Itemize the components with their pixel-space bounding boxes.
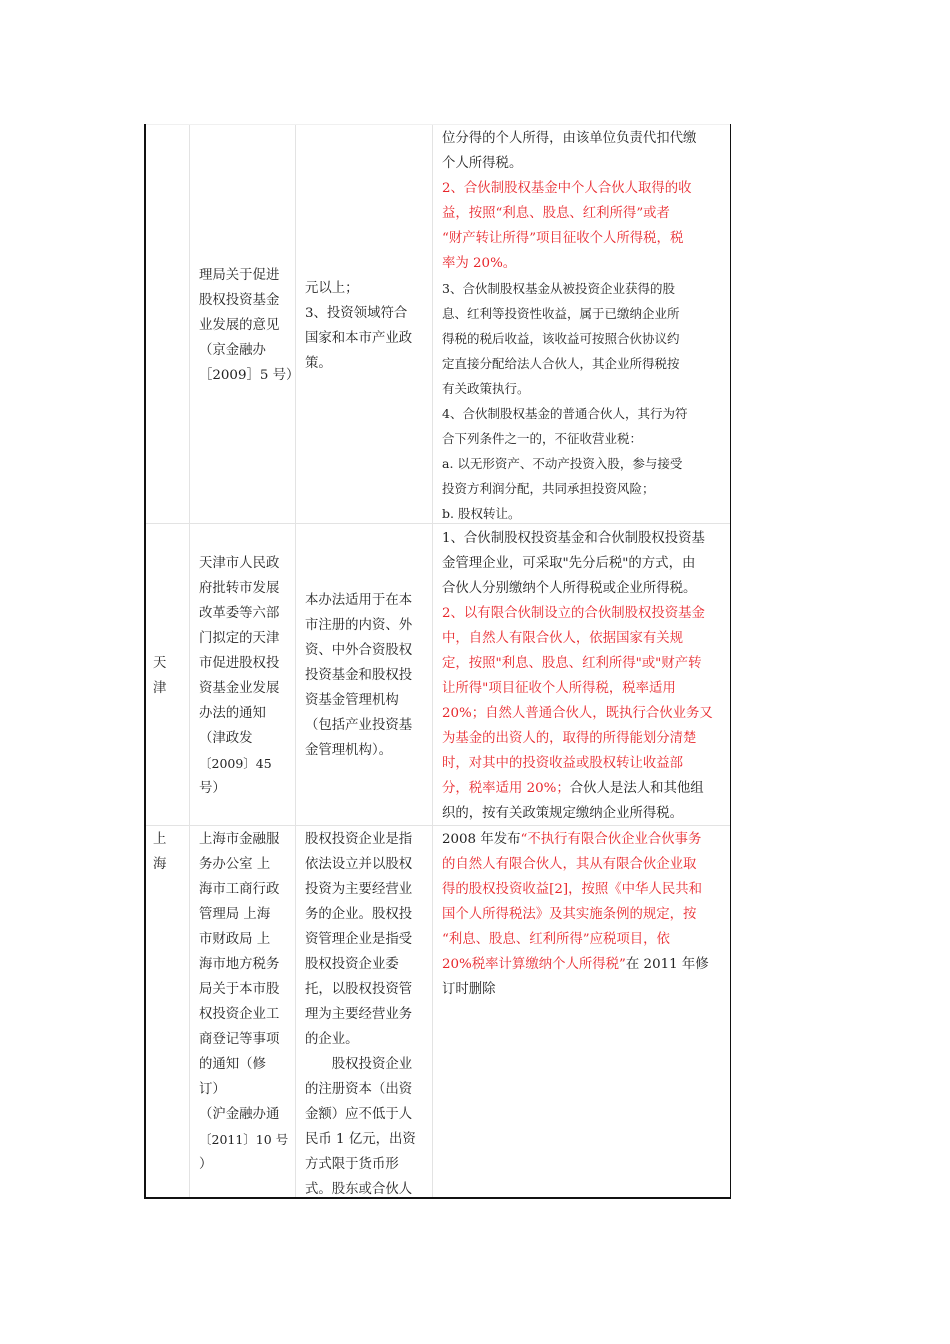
text-line: 商登记等事项 <box>199 1032 280 1047</box>
text-line: 海市地方税务 <box>199 957 280 972</box>
col-divider-3 <box>432 124 433 1198</box>
text-line: 股权投资基金 <box>199 293 280 308</box>
shanghai-document-title <box>199 827 288 1177</box>
text: 合伙人是法人和其他组 <box>569 781 704 796</box>
text-line: 的通知（修 <box>199 1057 266 1072</box>
text: 2008 年发布 <box>442 832 521 847</box>
text-line: 办法的通知 <box>199 706 266 721</box>
text-line: ） <box>199 1157 213 1172</box>
table-border-bottom <box>144 1197 731 1199</box>
highlighted-line: “财产转让所得”项目征收个人所得税，税 <box>442 231 684 246</box>
text-line: 资管理企业是指受 <box>305 932 413 947</box>
highlighted-line: “利息、股息、红利所得”应税项目，依 <box>442 932 670 947</box>
text-line: 〔2009〕45 <box>199 756 272 771</box>
text-line: 合伙人分别缴纳个人所得税或企业所得税。 <box>442 581 697 596</box>
text-line: 订时删除 <box>442 982 496 997</box>
text-line: 依法设立并以股权 <box>305 857 413 872</box>
table-border-right <box>730 124 731 1198</box>
text-line: （包括产业投资基 <box>305 718 413 733</box>
text-line: 市财政局 上 <box>199 932 271 947</box>
text-line: 股权投资企业 <box>305 1057 413 1072</box>
text-line: 式。股东或合伙人 <box>305 1182 413 1197</box>
text-line: 个人所得税。 <box>442 156 523 171</box>
highlighted-text: “不执行有限合伙企业合伙事务 <box>520 832 702 847</box>
highlighted-line: 中，自然人有限合伙人，依据国家有关规 <box>442 631 684 646</box>
highlighted-line: 益，按照“利息、股息、红利所得”或者 <box>442 206 670 221</box>
text-line: 投资基金和股权投 <box>305 668 413 683</box>
text-line: 金管理企业，可采取"先分后税"的方式，由 <box>442 556 696 571</box>
text-line: 管理局 上海 <box>199 907 271 922</box>
text-line: 方式限于货币形 <box>305 1157 399 1172</box>
text-line: 上海市金融服 <box>199 832 280 847</box>
highlighted-text: 20%税率计算缴纳个人所得税” <box>442 957 626 972</box>
row-divider-top <box>146 124 730 125</box>
text-line: 本办法适用于在本 <box>305 593 413 608</box>
highlighted-line: 国个人所得税法》及其实施条例的规定，按 <box>442 907 697 922</box>
text-line: 1、合伙制股权投资基金和合伙制股权投资基 <box>442 531 705 546</box>
mixed-line <box>442 827 709 852</box>
text-line: 局关于本市股 <box>199 982 280 997</box>
text-line: 3、合伙制股权基金从被投资企业获得的股 <box>442 281 675 296</box>
table-border-left <box>144 124 146 1198</box>
text-line: 的企业。 <box>305 1032 359 1047</box>
highlighted-line: 时，对其中的投资收益或股权转让收益部 <box>442 756 684 771</box>
text-line: 息、红利等投资性收益，属于已缴纳企业所 <box>442 306 680 321</box>
text-line: 业发展的意见 <box>199 318 280 333</box>
highlighted-line: 20%；自然人普通合伙人，既执行合伙业务又 <box>442 706 713 721</box>
text-line: 金额）应不低于人 <box>305 1107 413 1122</box>
mixed-line <box>442 776 713 801</box>
beijing-document-title <box>199 263 299 388</box>
tianjin-region <box>153 651 166 701</box>
text-line: 策。 <box>305 356 332 371</box>
text-line: 市注册的内资、外 <box>305 618 413 633</box>
highlighted-line: 率为 20%。 <box>442 256 517 271</box>
text-line: 上 <box>153 832 167 847</box>
highlighted-line: 定，按照"利息、股息、红利所得"或"财产转 <box>442 656 702 671</box>
text-line: 津 <box>153 681 167 696</box>
text-line: 合下列条件之一的，不征收营业税： <box>442 431 643 446</box>
text-line: 得税的税后收益，该收益可按照合伙协议约 <box>442 331 680 346</box>
text-line: 号） <box>199 781 226 796</box>
beijing-scope <box>305 276 412 376</box>
text-line: 3、投资领域符合 <box>305 306 408 321</box>
text-line: （沪金融办通 <box>199 1107 280 1122</box>
text-line: 资、中外合资股权 <box>305 643 413 658</box>
text-line: 资基金管理机构 <box>305 693 399 708</box>
text-line: 务办公室 上 <box>199 857 271 872</box>
highlighted-line: 得的股权投资收益[2]，按照《中华人民共和 <box>442 882 702 897</box>
highlighted-line: 的自然人有限合伙人，其从有限合伙企业取 <box>442 857 697 872</box>
text-line: 理局关于促进 <box>199 268 280 283</box>
shanghai-region <box>153 827 166 877</box>
text-line: 4、合伙制股权基金的普通合伙人，其行为符 <box>442 406 688 421</box>
text-line: a. 以无形资产、不动产投资入股，参与接受 <box>442 456 683 471</box>
tianjin-tax-policy <box>442 526 713 826</box>
text-line: 门拟定的天津 <box>199 631 280 646</box>
text-line: 务的企业。股权投 <box>305 907 413 922</box>
text-line: 改革委等六部 <box>199 606 280 621</box>
text-line: 天 <box>153 656 167 671</box>
text-line: 投资为主要经营业 <box>305 882 413 897</box>
beijing-tax-policy <box>442 126 696 526</box>
highlighted-line: 2、以有限合伙制设立的合伙制股权投资基金 <box>442 606 705 621</box>
text-line: 民币 1 亿元，出资 <box>305 1132 416 1147</box>
text-line: 股权投资企业委 <box>305 957 399 972</box>
text-line: 天津市人民政 <box>199 556 280 571</box>
mixed-line <box>442 952 709 977</box>
text-line: 股权投资企业是指 <box>305 832 413 847</box>
tianjin-scope <box>305 588 412 763</box>
text-line: 定直接分配给法人合伙人，其企业所得税按 <box>442 356 680 371</box>
text-line: 府批转市发展 <box>199 581 280 596</box>
highlighted-text: 分，税率适用 20%； <box>442 781 570 796</box>
text-line: 的注册资本（出资 <box>305 1082 413 1097</box>
shanghai-tax-policy <box>442 827 709 1002</box>
col-divider-1 <box>189 124 190 1198</box>
text-line: （京金融办 <box>199 343 266 358</box>
tianjin-document-title <box>199 551 279 801</box>
text-line: 金管理机构）。 <box>305 743 393 758</box>
highlighted-line: 为基金的出资人的，取得的所得能划分清楚 <box>442 731 697 746</box>
text-line: ［2009］5 号） <box>199 368 300 383</box>
text-line: 理为主要经营业务 <box>305 1007 413 1022</box>
text-line: 资基金业发展 <box>199 681 280 696</box>
text-line: 海 <box>153 857 167 872</box>
text-line: 权投资企业工 <box>199 1007 280 1022</box>
text-line: 托，以股权投资管 <box>305 982 413 997</box>
text-line: 元以上； <box>305 281 359 296</box>
shanghai-scope <box>305 827 416 1202</box>
text-line: 投资方利润分配，共同承担投资风险； <box>442 481 655 496</box>
text-line: b. 股权转让。 <box>442 506 521 521</box>
text-line: 位分得的个人所得，由该单位负责代扣代缴 <box>442 131 697 146</box>
text-line: 市促进股权投 <box>199 656 280 671</box>
text-line: 国家和本市产业政 <box>305 331 413 346</box>
highlighted-line: 让所得"项目征收个人所得税，税率适用 <box>442 681 676 696</box>
text-line: 〔2011〕10 号 <box>199 1132 289 1147</box>
text-line: （津政发 <box>199 731 253 746</box>
highlighted-line: 2、合伙制股权基金中个人合伙人取得的收 <box>442 181 692 196</box>
text-line: 海市工商行政 <box>199 882 280 897</box>
text-line: 有关政策执行。 <box>442 381 530 396</box>
text: 在 2011 年修 <box>625 957 709 972</box>
text-line: 织的，按有关政策规定缴纳企业所得税。 <box>442 806 684 821</box>
text-line: 订） <box>199 1082 226 1097</box>
